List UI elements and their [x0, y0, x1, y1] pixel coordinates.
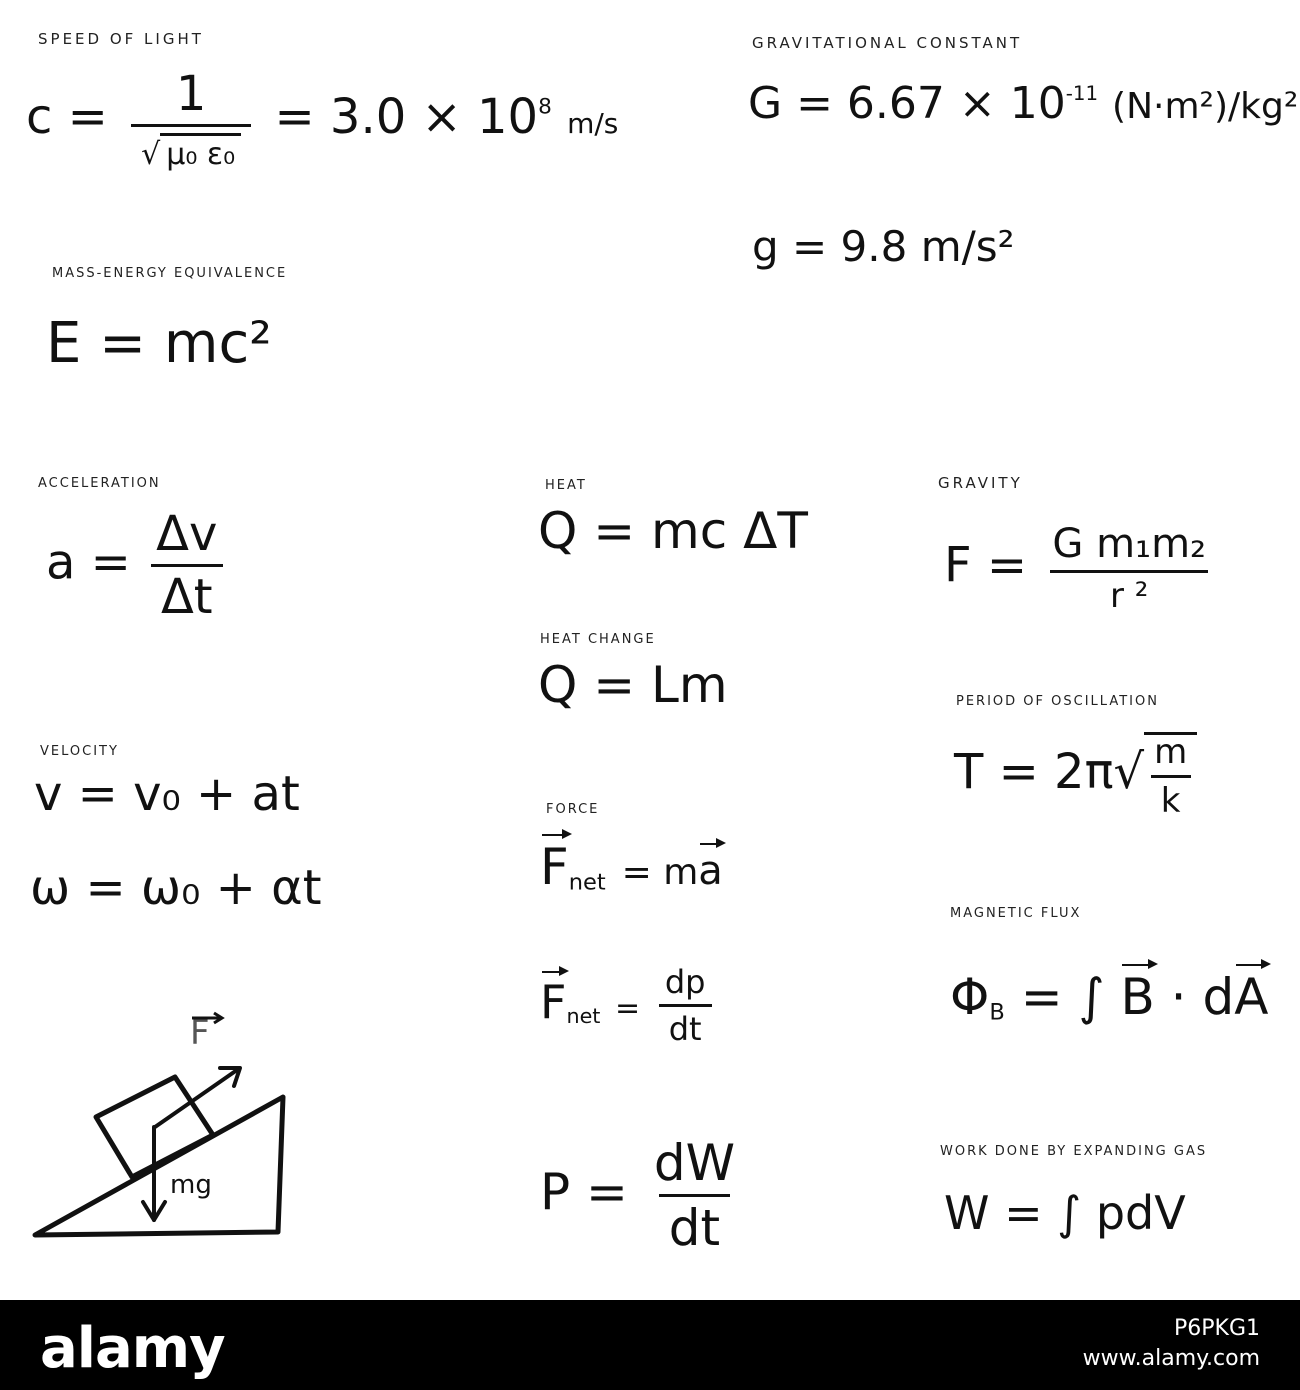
P-lhs: P = [540, 1163, 628, 1221]
formula-net-force [540, 838, 723, 896]
c-fraction [131, 66, 251, 172]
formula-gravity [944, 521, 1216, 616]
F-denominator: r ² [1050, 570, 1208, 613]
c-unit: m/s [567, 107, 619, 140]
inclined-plane-diagram [20, 1010, 320, 1250]
net-subscript-2: net [566, 1004, 601, 1029]
weight-label: mg [170, 1170, 212, 1200]
a-denominator: Δt [151, 564, 223, 621]
T-numerator: m [1154, 732, 1188, 772]
label-velocity: VELOCITY [40, 744, 119, 759]
G-unit: (N·m²)/kg² [1112, 86, 1299, 127]
formula-momentum-force [540, 963, 715, 1048]
P-numerator: dW [653, 1134, 736, 1192]
formula-magnetic-flux [950, 968, 1269, 1026]
A-vector: A [1234, 968, 1269, 1026]
net-subscript: net [568, 869, 606, 896]
label-heat: HEAT [545, 478, 587, 493]
F-vector: F [540, 838, 569, 896]
G-exponent: -11 [1065, 82, 1099, 106]
F-lhs: F = [944, 537, 1028, 594]
P-fraction [644, 1134, 745, 1257]
c-denominator: √ μ₀ ε₀ [131, 124, 251, 170]
momentum-numerator: dp [664, 963, 706, 1001]
phi-integral: = ∫ [1020, 968, 1105, 1026]
c-sqrt: μ₀ ε₀ [160, 133, 241, 170]
formula-speed-of-light [26, 66, 619, 172]
site-url: www.alamy.com [1082, 1345, 1260, 1371]
image-id: P6PKG1 [1173, 1316, 1260, 1341]
brand-logo: alamy [40, 1316, 225, 1381]
formula-gravitational-constant [748, 78, 1299, 129]
label-acceleration: ACCELERATION [38, 476, 161, 491]
formula-work-gas: W = ∫ pdV [944, 1186, 1186, 1240]
label-force: FORCE [546, 802, 600, 817]
watermark-info [1083, 1314, 1260, 1373]
c-numerator: 1 [175, 66, 207, 122]
formula-acceleration [46, 506, 227, 625]
a-vector: a [698, 848, 723, 894]
label-magnetic-flux: MAGNETIC FLUX [950, 906, 1082, 921]
P-denominator: dt [659, 1194, 730, 1253]
net-force-rhs: = m [621, 852, 699, 893]
T-fraction [1144, 732, 1197, 821]
force-label: F [190, 1013, 210, 1053]
G-lhs: G = 6.67 × 10 [748, 78, 1066, 129]
label-work-gas: WORK DONE BY EXPANDING GAS [940, 1144, 1208, 1159]
c-exponent: 8 [538, 94, 552, 120]
F-vector-2: F [540, 975, 567, 1029]
a-numerator: Δv [156, 506, 218, 562]
label-speed-of-light: SPEED OF LIGHT [38, 30, 204, 48]
T-denominator: k [1151, 775, 1191, 818]
formula-angular-velocity: ω = ω₀ + αt [30, 860, 322, 916]
label-period: PERIOD OF OSCILLATION [956, 694, 1159, 709]
formula-power [540, 1134, 745, 1257]
formula-period: T = 2π√ $\frac{m}{k}$ [954, 732, 1197, 818]
F-numerator: G m₁m₂ [1052, 521, 1207, 567]
momentum-equals: = [615, 991, 641, 1026]
label-mass-energy: MASS-ENERGY EQUIVALENCE [52, 266, 288, 281]
c-lhs: c = [26, 89, 108, 145]
label-gravitational-constant: GRAVITATIONAL CONSTANT [752, 34, 1023, 52]
a-lhs: a = [46, 534, 131, 591]
c-rhs: = 3.0 × 10 [274, 89, 539, 145]
phi-subscript: B [989, 999, 1005, 1026]
formula-mass-energy: E = mc² [46, 311, 272, 376]
B-vector: B [1120, 968, 1155, 1026]
phi-dot: · d [1170, 968, 1235, 1026]
momentum-denominator: dt [659, 1004, 712, 1045]
formula-velocity: v = v₀ + at [34, 766, 300, 822]
momentum-fraction [655, 963, 716, 1048]
formula-heat-change: Q = Lm [538, 656, 728, 714]
phi-symbol: Φ [950, 968, 990, 1026]
label-gravity: GRAVITY [938, 474, 1023, 492]
formula-heat: Q = mc ΔT [538, 502, 808, 560]
T-lhs: T = 2π [954, 744, 1114, 800]
formula-gravity-acceleration: g = 9.8 m/s² [752, 222, 1015, 271]
label-heat-change: HEAT CHANGE [540, 632, 656, 647]
a-fraction [146, 506, 227, 625]
F-fraction [1042, 521, 1216, 616]
